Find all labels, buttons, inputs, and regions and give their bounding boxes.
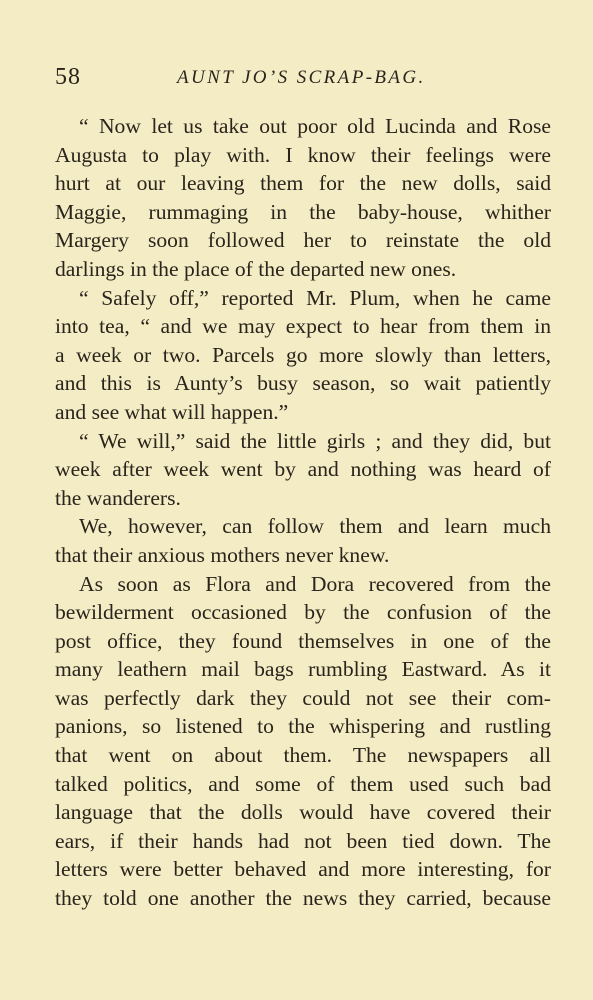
text-line: week after week went by and nothing was heard of: [55, 457, 551, 482]
text-line: As soon as Flora and Dora recovered from the: [79, 571, 551, 596]
paragraph: [55, 284, 551, 427]
text-line: many leathern mail bags rumbling Eastward. As it: [55, 657, 551, 682]
page-number: 58: [55, 64, 81, 90]
text-line: Maggie, rummaging in the baby-house, whither: [55, 199, 551, 224]
text-line: darlings in the place of the departed new ones.: [55, 256, 457, 281]
text-line: Margery soon followed her to reinstate the old: [55, 228, 551, 253]
text-line: letters were better behaved and more interesting, for: [55, 857, 551, 882]
text-line: bewilderment occasioned by the confusion of the: [55, 600, 551, 625]
paragraph: [55, 570, 551, 913]
text-line: post office, they found themselves in one of the: [55, 628, 551, 653]
text-line: they told one another the news they carried, because: [55, 886, 551, 911]
body-text: [55, 112, 551, 913]
text-line: hurt at our leaving them for the new dolls, said: [55, 171, 551, 196]
text-line: into tea, “ and we may expect to hear from them in: [55, 314, 551, 339]
text-line: and see what will happen.”: [55, 399, 289, 424]
text-line: ears, if their hands had not been tied down. The: [55, 828, 551, 853]
text-line: talked politics, and some of them used such bad: [55, 771, 551, 796]
text-line: language that the dolls would have covered their: [55, 800, 551, 825]
text-line: that their anxious mothers never knew.: [55, 542, 390, 567]
paragraph: [55, 512, 551, 569]
paragraph: [55, 112, 551, 284]
text-line: was perfectly dark they could not see their com-: [55, 685, 551, 710]
text-line: that went on about them. The newspapers all: [55, 743, 551, 768]
page-header: [55, 62, 551, 96]
text-line: “ Now let us take out poor old Lucinda and Rose: [79, 114, 551, 138]
running-head: AUNT JO’S SCRAP-BAG.: [177, 67, 426, 88]
text-line: Augusta to play with. I know their feelings were: [55, 142, 551, 167]
text-line: a week or two. Parcels go more slowly than letters,: [55, 342, 551, 367]
text-line: We, however, can follow them and learn much: [79, 514, 551, 539]
text-line: “ We will,” said the little girls ; and they did, but: [79, 428, 551, 453]
text-line: “ Safely off,” reported Mr. Plum, when he came: [79, 285, 551, 310]
text-line: the wanderers.: [55, 485, 181, 510]
text-line: panions, so listened to the whispering and rustling: [55, 714, 551, 739]
text-line: and this is Aunty’s busy season, so wait patiently: [55, 371, 551, 396]
paragraph: [55, 427, 551, 513]
